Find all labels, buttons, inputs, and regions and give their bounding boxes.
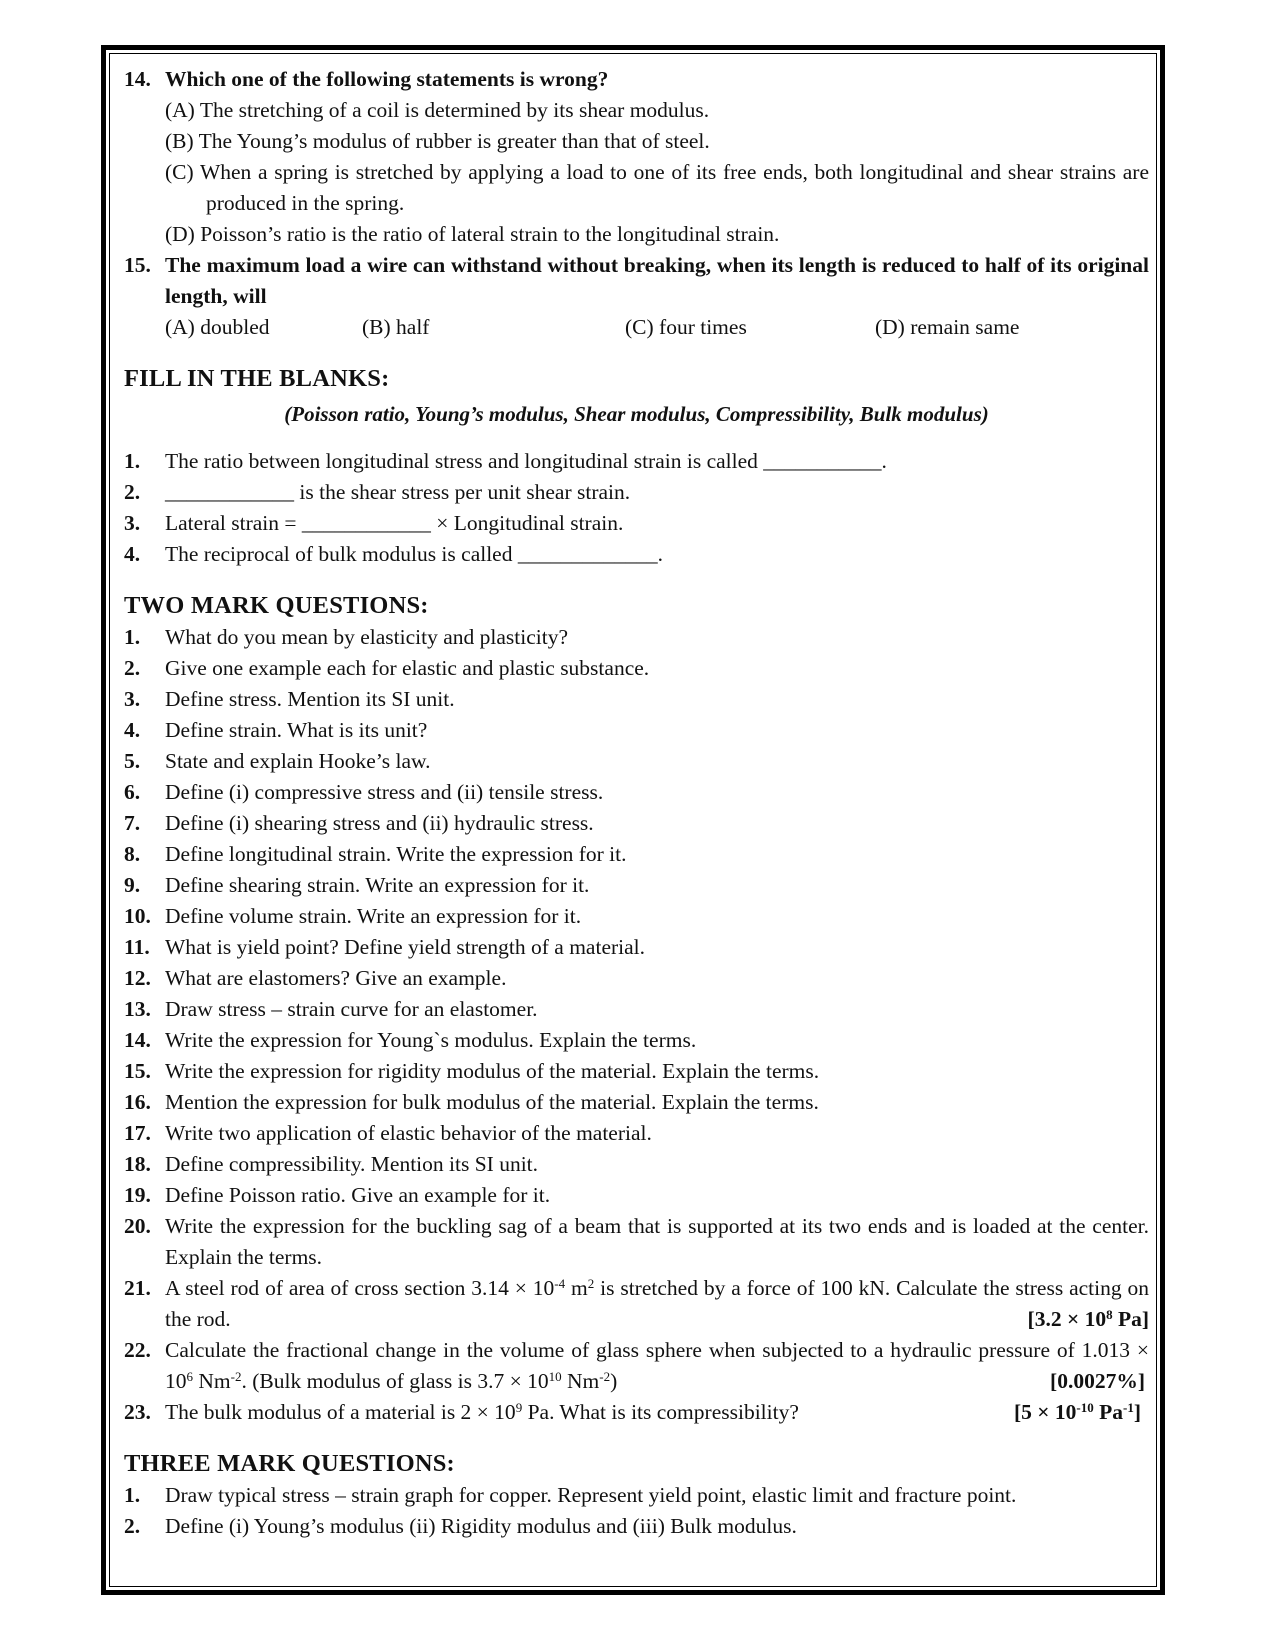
item-text: What are elastomers? Give an example.: [165, 966, 507, 990]
text-part: A steel rod of area of cross section 3.14 × 10: [165, 1276, 555, 1300]
superscript: 10: [548, 1369, 562, 1384]
two-mark-question-23: [124, 1397, 1149, 1428]
item-number: 11.: [124, 935, 150, 959]
item-number: 8.: [124, 842, 141, 866]
item-text: Write two application of elastic behavior of the material.: [165, 1121, 652, 1145]
item-number: 1.: [124, 625, 141, 649]
item-text: Define compressibility. Mention its SI unit.: [165, 1152, 539, 1176]
list-item: [124, 622, 1149, 653]
item-text: Define volume strain. Write an expression for it.: [165, 904, 582, 928]
list-item: [124, 684, 1149, 715]
option-d: (D) remain same: [875, 315, 1020, 339]
item-number: 17.: [124, 1121, 151, 1145]
item-number: 14.: [124, 1028, 151, 1052]
item-text: Give one example each for elastic and plastic substance.: [165, 656, 650, 680]
question-number: 15.: [124, 253, 151, 277]
question-text: [165, 1397, 1149, 1428]
item-number: 3.: [124, 687, 141, 711]
list-item: [124, 963, 1149, 994]
answer: [$3.2 \times 10^8$ Pa]: [1027, 1307, 1149, 1331]
option-a: (A) doubled: [165, 315, 270, 339]
item-number: 4.: [124, 542, 141, 566]
question-text: [165, 1335, 1149, 1397]
word-bank: (Poisson ratio, Young’s modulus, Shear modulus, Compressibility, Bulk modulus): [284, 402, 989, 426]
option-c: (C) four times: [625, 315, 747, 339]
item-number: 7.: [124, 811, 141, 835]
item-number: 13.: [124, 997, 151, 1021]
item-text: What is yield point? Define yield strength of a material.: [165, 935, 646, 959]
item-number: 6.: [124, 780, 141, 804]
option-b: (B) The Young’s modulus of rubber is greater than that of steel.: [165, 129, 710, 153]
question-text: The maximum load a wire can withstand without breaking, when its length is reduced to half of its original length, will: [165, 253, 1149, 308]
item-number: 2.: [124, 480, 141, 504]
list-item: [124, 870, 1149, 901]
list-item: [124, 1087, 1149, 1118]
list-item: [124, 994, 1149, 1025]
list-item: [124, 477, 1149, 508]
text-part: Pa. What is its compressibility?: [522, 1400, 799, 1424]
item-text: Lateral strain = ____________ × Longitudinal strain.: [165, 511, 624, 535]
item-number: 1.: [124, 449, 141, 473]
item-text: Define (i) compressive stress and (ii) tensile stress.: [165, 780, 604, 804]
item-number: 2.: [124, 656, 141, 680]
question-text: [165, 1273, 1149, 1335]
list-item: [124, 777, 1149, 808]
worksheet-content: [124, 64, 1149, 1542]
item-number: 9.: [124, 873, 141, 897]
list-item: [124, 1056, 1149, 1087]
question-number: 21.: [124, 1276, 151, 1300]
text-part: Nm: [561, 1369, 600, 1393]
list-item: [124, 446, 1149, 477]
list-item: [124, 1025, 1149, 1056]
answer: [$5 \times 10^{-10}$ $Pa^{-1}$]: [1013, 1400, 1141, 1424]
three-mark-list: [124, 1480, 1149, 1542]
text-part: The bulk modulus of a material is 2 × 10: [165, 1400, 516, 1424]
text-part: Calculate the fractional change in the volume of glass sphere when subjected to a hydraulic pressure of 1.013 × 10: [165, 1338, 1149, 1393]
item-number: 4.: [124, 718, 141, 742]
superscript: -4: [554, 1276, 566, 1291]
superscript: 6: [186, 1369, 193, 1384]
item-number: 19.: [124, 1183, 151, 1207]
item-text: Draw typical stress – strain graph for copper. Represent yield point, elastic limit and fracture point.: [165, 1483, 1017, 1507]
superscript: 2: [587, 1276, 595, 1291]
item-number: 12.: [124, 966, 151, 990]
item-text: Write the expression for Young`s modulus. Explain the terms.: [165, 1028, 697, 1052]
question-number: 14.: [124, 67, 151, 91]
item-text: Write the expression for rigidity modulus of the material. Explain the terms.: [165, 1059, 820, 1083]
answer: [0.0027%]: [1050, 1369, 1145, 1393]
text-part: is stretched by a force of 100 kN. Calculate the stress acting on the rod.: [165, 1276, 1149, 1331]
item-number: 20.: [124, 1214, 151, 1238]
list-item: [124, 839, 1149, 870]
option-a: (A) The stretching of a coil is determined by its shear modulus.: [165, 98, 710, 122]
list-item: [124, 653, 1149, 684]
option-d: (D) Poisson’s ratio is the ratio of lateral strain to the longitudinal strain.: [165, 222, 780, 246]
item-text: State and explain Hooke’s law.: [165, 749, 431, 773]
item-text: Define Poisson ratio. Give an example for it.: [165, 1183, 551, 1207]
item-text: Define (i) Young’s modulus (ii) Rigidity modulus and (iii) Bulk modulus.: [165, 1514, 797, 1538]
text-part: Nm: [193, 1369, 231, 1393]
text-part: ): [610, 1369, 618, 1393]
superscript: -2: [599, 1369, 611, 1384]
item-text: Define stress. Mention its SI unit.: [165, 687, 455, 711]
option-c: (C) When a spring is stretched by applying a load to one of its free ends, both longitudinal and shear strains are produced in the spring.: [165, 160, 1149, 215]
section-title-two-mark: TWO MARK QUESTIONS:: [124, 592, 429, 619]
text-part: m: [565, 1276, 588, 1300]
item-text: Define shearing strain. Write an expression for it.: [165, 873, 590, 897]
list-item: [124, 901, 1149, 932]
two-mark-list: [124, 622, 1149, 1273]
item-text: Write the expression for the buckling sag of a beam that is supported at its two ends and is loaded at the center. Explain the terms.: [165, 1214, 1149, 1269]
item-text: Mention the expression for bulk modulus of the material. Explain the terms.: [165, 1090, 819, 1114]
item-text: ____________ is the shear stress per unit shear strain.: [165, 480, 631, 504]
question-text: Which one of the following statements is wrong?: [165, 67, 609, 91]
mcq-question-15: [124, 250, 1149, 312]
mcq-question-14: [124, 64, 1149, 95]
superscript: 9: [515, 1400, 523, 1415]
item-text: Define (i) shearing stress and (ii) hydraulic stress.: [165, 811, 594, 835]
two-mark-question-21: [124, 1273, 1149, 1335]
list-item: [124, 808, 1149, 839]
list-item: [124, 539, 1149, 570]
list-item: [124, 1211, 1149, 1273]
section-title-three-mark: THREE MARK QUESTIONS:: [124, 1450, 455, 1477]
list-item: [124, 1118, 1149, 1149]
question-number: 23.: [124, 1400, 151, 1424]
item-number: 16.: [124, 1090, 151, 1114]
item-text: The ratio between longitudinal stress and longitudinal strain is called ___________.: [165, 449, 887, 473]
item-number: 15.: [124, 1059, 151, 1083]
superscript: -2: [230, 1369, 242, 1384]
item-number: 18.: [124, 1152, 151, 1176]
item-number: 2.: [124, 1514, 141, 1538]
item-text: What do you mean by elasticity and plasticity?: [165, 625, 569, 649]
list-item: [124, 746, 1149, 777]
list-item: [124, 1480, 1149, 1511]
two-mark-question-22: [124, 1335, 1149, 1397]
item-number: 10.: [124, 904, 151, 928]
item-text: Define strain. What is its unit?: [165, 718, 428, 742]
item-number: 5.: [124, 749, 141, 773]
text-part: . (Bulk modulus of glass is 3.7 × 10: [241, 1369, 549, 1393]
list-item: [124, 1511, 1149, 1542]
options-row: [124, 312, 1149, 343]
item-number: 1.: [124, 1483, 141, 1507]
option-b: (B) half: [362, 315, 430, 339]
item-text: Define longitudinal strain. Write the expression for it.: [165, 842, 627, 866]
item-text: Draw stress – strain curve for an elastomer.: [165, 997, 538, 1021]
item-number: 3.: [124, 511, 141, 535]
item-text: The reciprocal of bulk modulus is called _____________.: [165, 542, 663, 566]
list-item: [124, 1149, 1149, 1180]
list-item: [124, 1180, 1149, 1211]
list-item: [124, 932, 1149, 963]
section-title-fill-blanks: FILL IN THE BLANKS:: [124, 365, 390, 392]
list-item: [124, 715, 1149, 746]
list-item: [124, 508, 1149, 539]
question-number: 22.: [124, 1338, 151, 1362]
